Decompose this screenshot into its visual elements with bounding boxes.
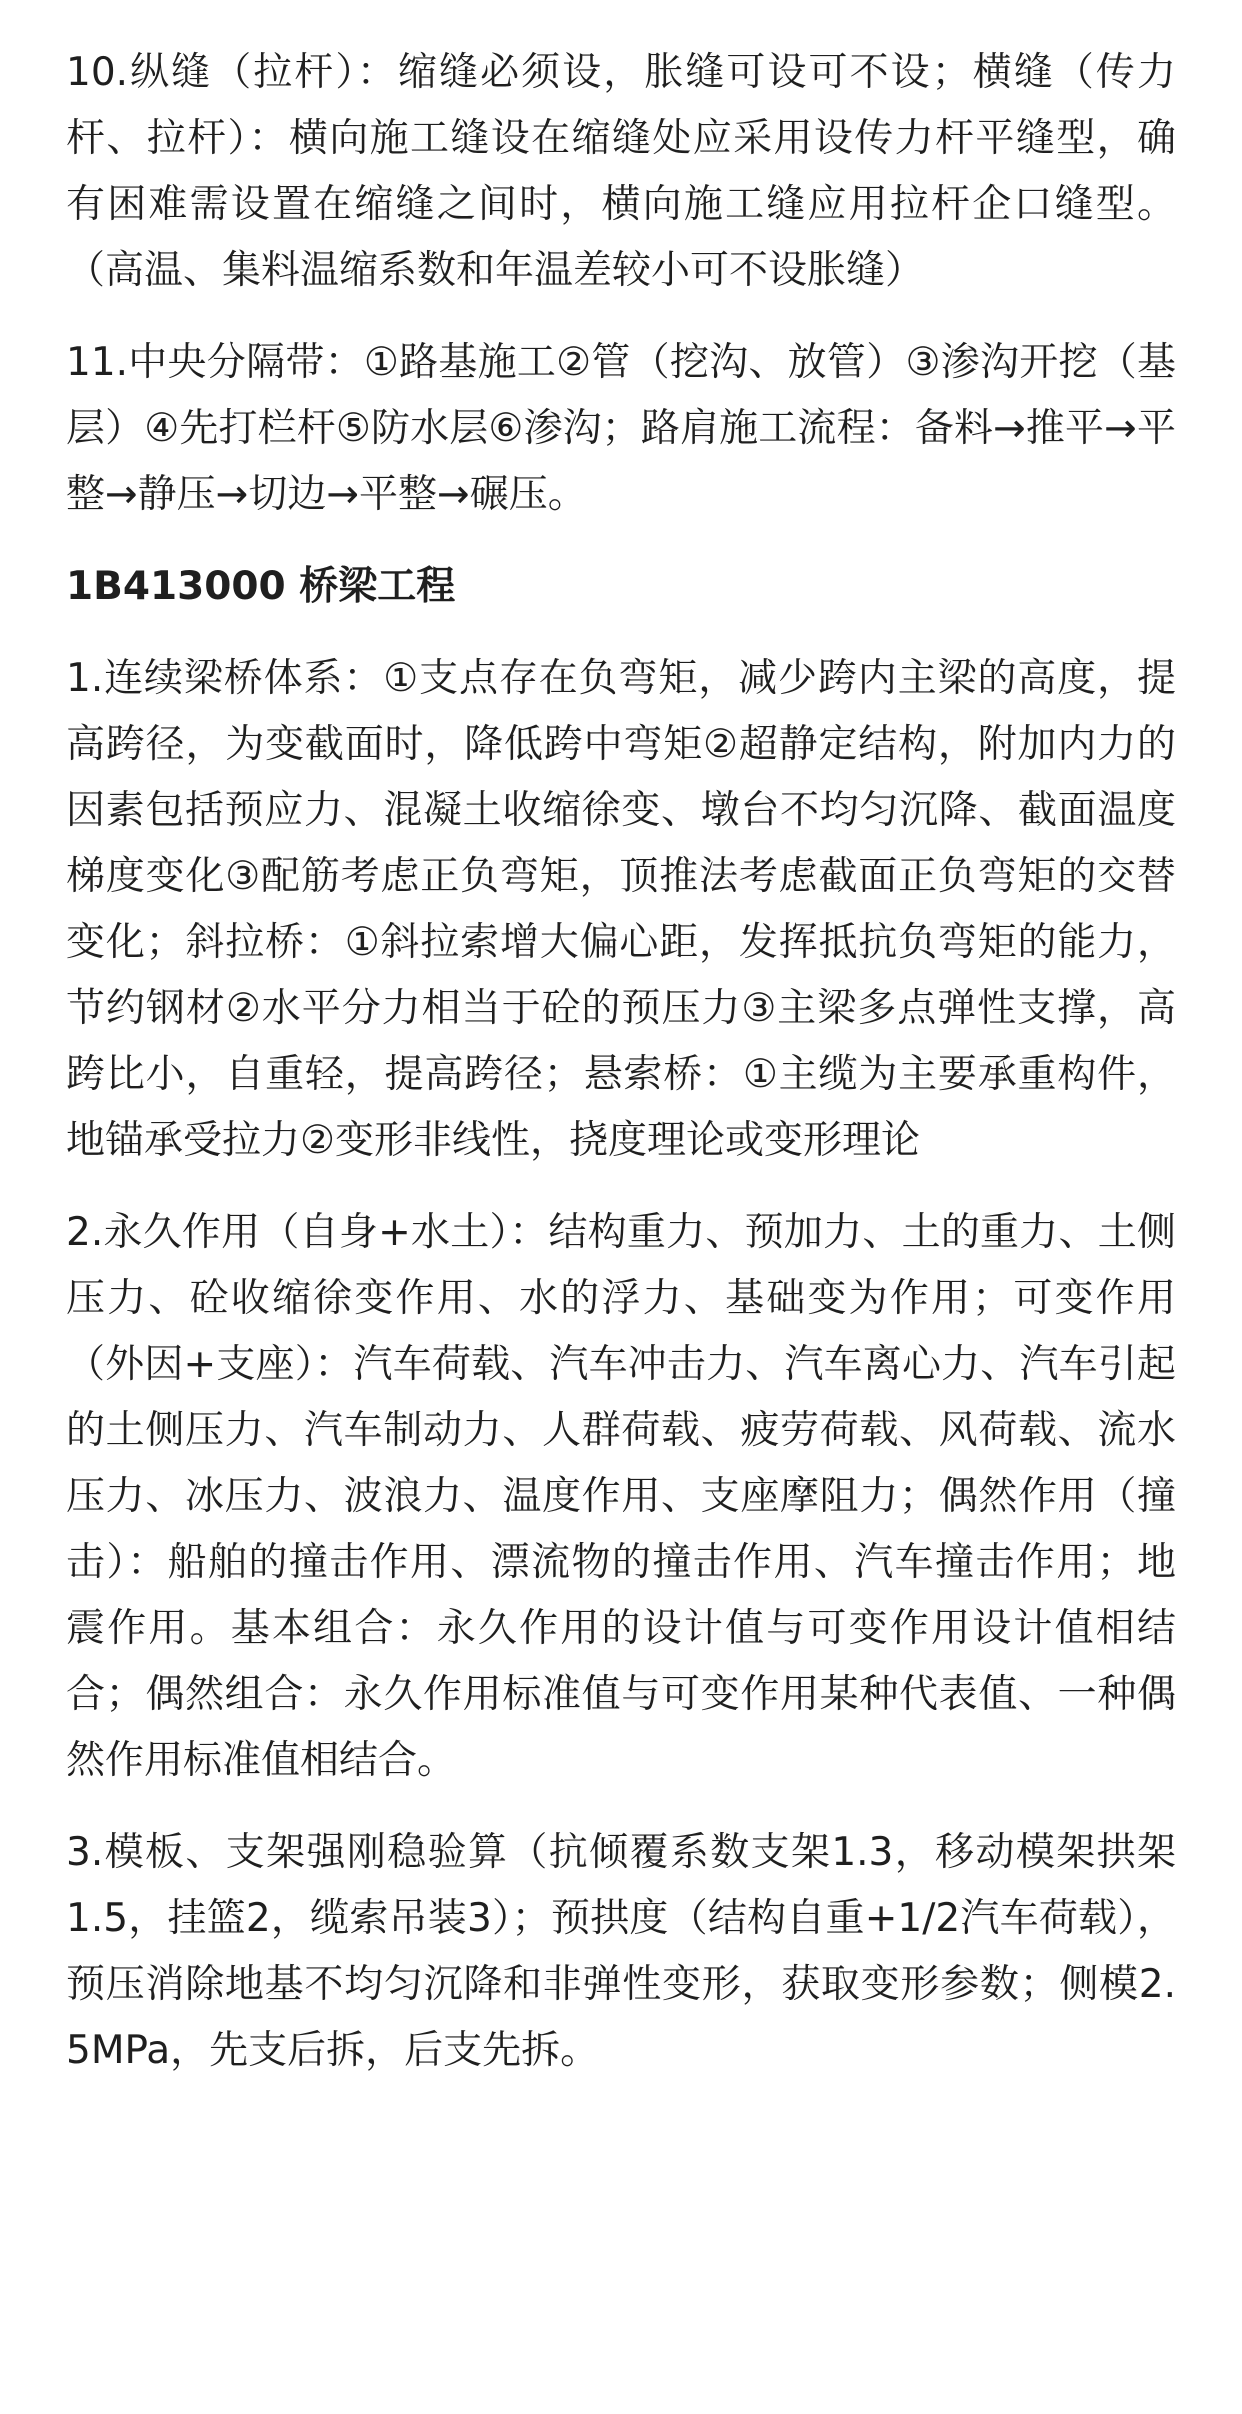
paragraph-3-formwork: 3.模板、支架强刚稳验算（抗倾覆系数支架1.3，移动模架拱架1.5，挂篮2，缆索吊装3）；预拱度（结构自重+1/2汽车荷载），预压消除地基不均匀沉降和非弹性变形，获取变形参数；侧模2.5MPa，先支后拆，后支先拆。 bbox=[66, 1830, 1176, 2073]
paragraph-2-actions: 2.永久作用（自身+水土）：结构重力、预加力、土的重力、土侧压力、砼收缩徐变作用、水的浮力、基础变为作用；可变作用（外因+支座）：汽车荷载、汽车冲击力、汽车离心力、汽车引起的土侧压力、汽车制动力、人群荷载、疲劳荷载、风荷载、流水压力、冰压力、波浪力、温度作用、支座摩阻力；偶然作用（撞击）：船舶的撞击作用、漂流物的撞击作用、汽车撞击作用；地震作用。基本组合：永久作用的设计值与可变作用设计值相结合；偶然组合：永久作用标准值与可变作用某种代表值、一种偶然作用标准值相结合。 bbox=[66, 1210, 1176, 1783]
paragraph-1-bridge-systems: 1.连续梁桥体系：①支点存在负弯矩，减少跨内主梁的高度，提高跨径，为变截面时，降低跨中弯矩②超静定结构，附加内力的因素包括预应力、混凝土收缩徐变、墩台不均匀沉降、截面温度梯度变化③配筋考虑正负弯矩，顶推法考虑截面正负弯矩的交替变化；斜拉桥：①斜拉索增大偏心距，发挥抵抗负弯矩的能力，节约钢材②水平分力相当于砼的预压力③主梁多点弹性支撑，高跨比小，自重轻，提高跨径；悬索桥：①主缆为主要承重构件，地锚承受拉力②变形非线性，挠度理论或变形理论 bbox=[66, 656, 1176, 1163]
section-heading-bridge-engineering: 1B413000 桥梁工程 bbox=[66, 564, 456, 609]
paragraph-10-joints: 10.纵缝（拉杆）：缩缝必须设，胀缝可设可不设；横缝（传力杆、拉杆）：横向施工缝设在缩缝处应采用设传力杆平缝型，确有困难需设置在缩缝之间时，横向施工缝应用拉杆企口缝型。（高温、集料温缩系数和年温差较小可不设胀缝） bbox=[66, 50, 1176, 293]
document-page bbox=[66, 40, 1176, 2110]
paragraph-11-median-strip: 11.中央分隔带：①路基施工②管（挖沟、放管）③渗沟开挖（基层）④先打栏杆⑤防水层⑥渗沟；路肩施工流程：备料→推平→平整→静压→切边→平整→碾压。 bbox=[66, 340, 1176, 517]
